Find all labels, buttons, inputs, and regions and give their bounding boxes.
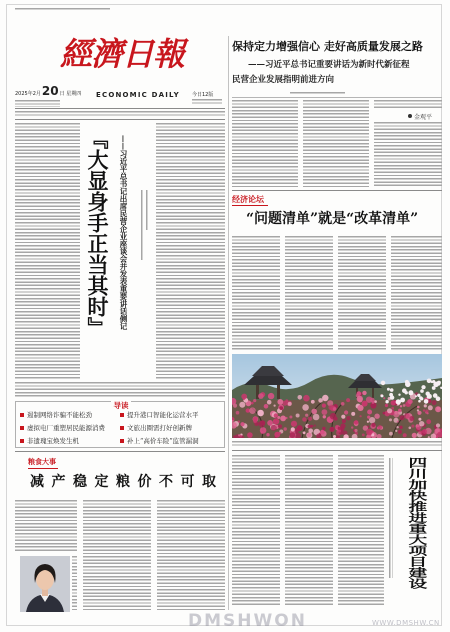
blossom [394, 411, 398, 415]
blossom [432, 400, 437, 405]
digest-item [120, 437, 199, 446]
blossom [412, 433, 417, 438]
blossom [417, 411, 421, 415]
blossom [311, 400, 315, 404]
body-text-block [391, 236, 442, 350]
date-suffix: 日 星期四 [59, 91, 82, 97]
blossom [271, 425, 277, 431]
digest-marker-icon [120, 439, 124, 443]
sichuan-headline: 四川加快推进重大项目建设 [406, 457, 429, 589]
blossom [258, 421, 265, 428]
blossom [387, 408, 392, 413]
edition-info-text [192, 99, 222, 105]
blossom [400, 415, 405, 420]
blossom [322, 409, 328, 415]
blossom [341, 415, 345, 419]
blossom [291, 421, 297, 427]
body-text-block [232, 236, 280, 350]
grain-label-underline [28, 468, 58, 469]
body-text-block [285, 455, 333, 605]
blossom [346, 398, 350, 402]
blossom [251, 402, 254, 405]
white-blossom [418, 400, 421, 403]
blossom [418, 418, 421, 421]
blossom [290, 432, 296, 438]
white-blossom [427, 394, 432, 399]
lead-byline-text [290, 92, 345, 94]
blossom [284, 427, 287, 430]
digest-item [120, 411, 199, 420]
digest-item [120, 424, 192, 433]
body-text-block [374, 100, 442, 110]
blossom [268, 393, 274, 399]
blossom [351, 426, 353, 428]
blossom [428, 405, 433, 410]
body-text-block [232, 455, 280, 605]
blossom [329, 427, 334, 432]
blossom [260, 427, 267, 434]
blossom [233, 404, 237, 408]
blossom [391, 400, 396, 405]
blossom [418, 431, 422, 435]
blossom [267, 400, 272, 405]
white-blossom [420, 389, 424, 393]
bullet-icon [408, 114, 412, 118]
feature-byline-text [146, 190, 149, 230]
blossom [389, 418, 392, 421]
white-blossom [387, 388, 390, 391]
contact-line-text [15, 111, 225, 116]
photo-caption-text [232, 441, 442, 447]
watermark-url: WWW.DMSHW.CN [372, 619, 440, 627]
blossom [397, 421, 399, 423]
section-rule [15, 451, 225, 452]
body-text-block [338, 236, 386, 350]
white-blossom [421, 385, 425, 389]
body-text-block [338, 455, 384, 605]
blossom [240, 422, 244, 426]
digest-marker-icon [20, 413, 24, 417]
blossom [313, 414, 320, 421]
digest-marker-icon [120, 426, 124, 430]
blossom [274, 432, 280, 438]
digest-marker-icon [20, 426, 24, 430]
blossom [308, 417, 312, 421]
blossom [424, 404, 427, 407]
white-blossom [381, 395, 384, 398]
blossom [258, 393, 264, 399]
grain-headline: 减产稳定粮价不可取 [30, 474, 224, 490]
blossom [264, 404, 269, 409]
digest-item [20, 424, 105, 433]
white-blossom [381, 381, 386, 386]
section-rule [232, 450, 442, 451]
blossom [298, 395, 303, 400]
blossom [357, 396, 363, 402]
blossom [411, 425, 414, 428]
white-blossom [407, 384, 410, 387]
blossom [346, 416, 350, 420]
lead-rule [232, 97, 442, 98]
watermark-text: DMSHWON [188, 611, 307, 631]
white-blossom [396, 399, 401, 404]
blossom [409, 427, 412, 430]
blossom [311, 409, 317, 415]
body-text-block [15, 500, 77, 552]
digest-item-label: 提升港口智能化运营水平 [127, 411, 199, 419]
blossom [395, 430, 397, 432]
blossom [274, 405, 276, 407]
body-text-block [157, 500, 225, 610]
grain-section-label: 粮食大事 [28, 457, 56, 466]
blossom [362, 391, 366, 395]
edition-count: 今日12版 [192, 92, 214, 98]
blossom [239, 402, 245, 408]
blossom [322, 427, 325, 430]
portrait-photo [20, 556, 70, 612]
blossom [400, 405, 402, 407]
white-blossom [432, 380, 435, 383]
white-blossom [400, 398, 405, 403]
blossom [354, 420, 358, 424]
body-text-block [285, 236, 333, 350]
body-text-block [72, 556, 77, 610]
sichuan-subheadline-text [389, 458, 393, 578]
blossom [357, 391, 362, 396]
blossom [322, 404, 326, 408]
blossom [318, 398, 323, 403]
blossom [366, 429, 373, 436]
commentary-label-underline [232, 205, 268, 206]
white-blossom [402, 388, 407, 393]
top-note-text [15, 8, 110, 10]
digest-item-label: 非遗瑰宝焕发生机 [27, 437, 79, 445]
blossom [360, 415, 362, 417]
body-text-block [156, 123, 225, 379]
blossom [427, 412, 429, 414]
blossom [391, 407, 394, 410]
blossom [323, 415, 326, 418]
blossom [399, 426, 402, 429]
issue-info-text [15, 100, 60, 107]
white-blossom [424, 399, 429, 404]
masthead-english-name: ECONOMIC DAILY [96, 91, 180, 99]
blossom [322, 395, 328, 401]
body-text-block [83, 500, 151, 610]
blossom [253, 399, 256, 402]
date-prefix: 2025年2月 [15, 91, 41, 97]
lead-headline: 保持定力增强信心 走好高质量发展之路 [232, 40, 423, 53]
digest-item-label: 文旅出圈需打好创新牌 [127, 424, 192, 432]
blossom [435, 406, 441, 412]
blossom [389, 432, 393, 436]
white-blossom [427, 379, 432, 384]
white-blossom [398, 394, 400, 396]
blossom [320, 431, 323, 434]
blossom [307, 433, 311, 437]
blossom [253, 417, 258, 422]
blossom [436, 423, 440, 427]
white-blossom [415, 395, 417, 397]
blossom [308, 429, 313, 434]
masthead-logo: 經濟日報 [60, 35, 185, 73]
blossom [241, 394, 247, 400]
blossom [236, 411, 240, 415]
digest-item-label: 遏制网络诈骗不能松劲 [27, 411, 92, 419]
blossom [305, 414, 308, 417]
blossom [374, 400, 377, 403]
blossom [333, 407, 337, 411]
white-blossom [417, 394, 420, 397]
blossom [404, 413, 410, 419]
blossom [354, 429, 357, 432]
lead-subheadline-line1: ——习近平总书记重要讲话为新时代新征程 [248, 60, 410, 70]
byline-name: 金观平 [414, 114, 433, 121]
digest-marker-icon [20, 439, 24, 443]
commentary-headline: “问题清单”就是“改革清单” [246, 211, 419, 227]
white-blossom [390, 388, 394, 392]
blossom [303, 395, 310, 402]
blossom [285, 399, 288, 402]
body-text-block [15, 123, 80, 379]
blossom [426, 419, 431, 424]
blossom [266, 433, 269, 436]
digest-label: 导读 [111, 401, 131, 410]
issue-date [15, 84, 81, 98]
blossom [247, 432, 253, 438]
blossom [303, 431, 306, 434]
digest-item [20, 437, 79, 446]
blossom [403, 433, 407, 437]
blossom [371, 423, 375, 427]
blossom [351, 412, 355, 416]
blossom [279, 406, 283, 410]
date-day: 20 [41, 84, 59, 98]
digest-box [15, 401, 225, 448]
feature-headline: 『大显身手正当其时』 [85, 128, 110, 338]
blossom [398, 409, 402, 413]
blossom [383, 397, 385, 399]
masthead-rule-top [15, 108, 225, 109]
blossom [280, 416, 286, 422]
blossom [310, 425, 313, 428]
blossom [238, 434, 240, 436]
blossom [267, 420, 273, 426]
columnist-byline [408, 112, 432, 121]
commentary-section-label: 经济论坛 [232, 194, 264, 204]
blossom [302, 404, 309, 411]
blossom [285, 417, 287, 419]
blossom [341, 402, 345, 406]
section-rule [232, 190, 442, 191]
white-blossom [408, 390, 413, 395]
blossom [291, 427, 295, 431]
blossom [367, 410, 372, 415]
blossom [277, 399, 283, 405]
lead-subheadline-line2: 民营企业发展指明前进方向 [232, 75, 335, 85]
blossom [302, 417, 306, 421]
blossom [249, 407, 256, 414]
blossom [288, 402, 292, 406]
white-blossom [419, 396, 422, 399]
blossom [422, 429, 427, 434]
blossom [408, 399, 413, 404]
blossom [330, 413, 337, 420]
white-blossom [390, 395, 394, 399]
blossom [273, 418, 279, 424]
blossom [409, 416, 414, 421]
white-blossom [433, 393, 438, 398]
blossom [257, 410, 264, 417]
blossom [378, 425, 382, 429]
blossom [333, 435, 336, 438]
blossom [385, 404, 388, 407]
blossom [362, 434, 365, 437]
blossom [417, 406, 420, 409]
body-text-block [232, 100, 298, 188]
blossom [342, 419, 346, 423]
body-text-block [15, 382, 225, 398]
blossom [296, 414, 300, 418]
blossom [344, 410, 348, 414]
feature-byline-text [141, 190, 144, 260]
blossom [274, 413, 278, 417]
blossom [423, 409, 425, 411]
blossom [419, 421, 424, 426]
digest-item-label: 虚拟电厂重塑居民能源消费 [27, 424, 105, 432]
feature-subheadline: ——习近平总书记出席民营企业座谈会并发表重要讲话侧记 [119, 135, 128, 330]
blossom [367, 421, 369, 423]
blossom [396, 426, 398, 428]
digest-item-label: 补上“高价车险”监管漏洞 [127, 437, 199, 445]
digest-marker-icon [120, 413, 124, 417]
blossom [374, 414, 379, 419]
blossom [403, 404, 406, 407]
blossom [383, 412, 386, 415]
blossom [398, 430, 402, 434]
blossom [289, 416, 292, 419]
landscape-photo [232, 354, 442, 438]
body-text-block [374, 122, 442, 188]
digest-item [20, 411, 92, 420]
white-blossom [385, 400, 388, 403]
column-divider [228, 36, 229, 610]
masthead-rule-bottom [15, 119, 225, 120]
blossom [362, 401, 368, 407]
body-text-block [303, 100, 369, 188]
blossom [314, 425, 316, 427]
blossom [367, 416, 370, 419]
blossom [338, 427, 341, 430]
blossom [278, 424, 282, 428]
